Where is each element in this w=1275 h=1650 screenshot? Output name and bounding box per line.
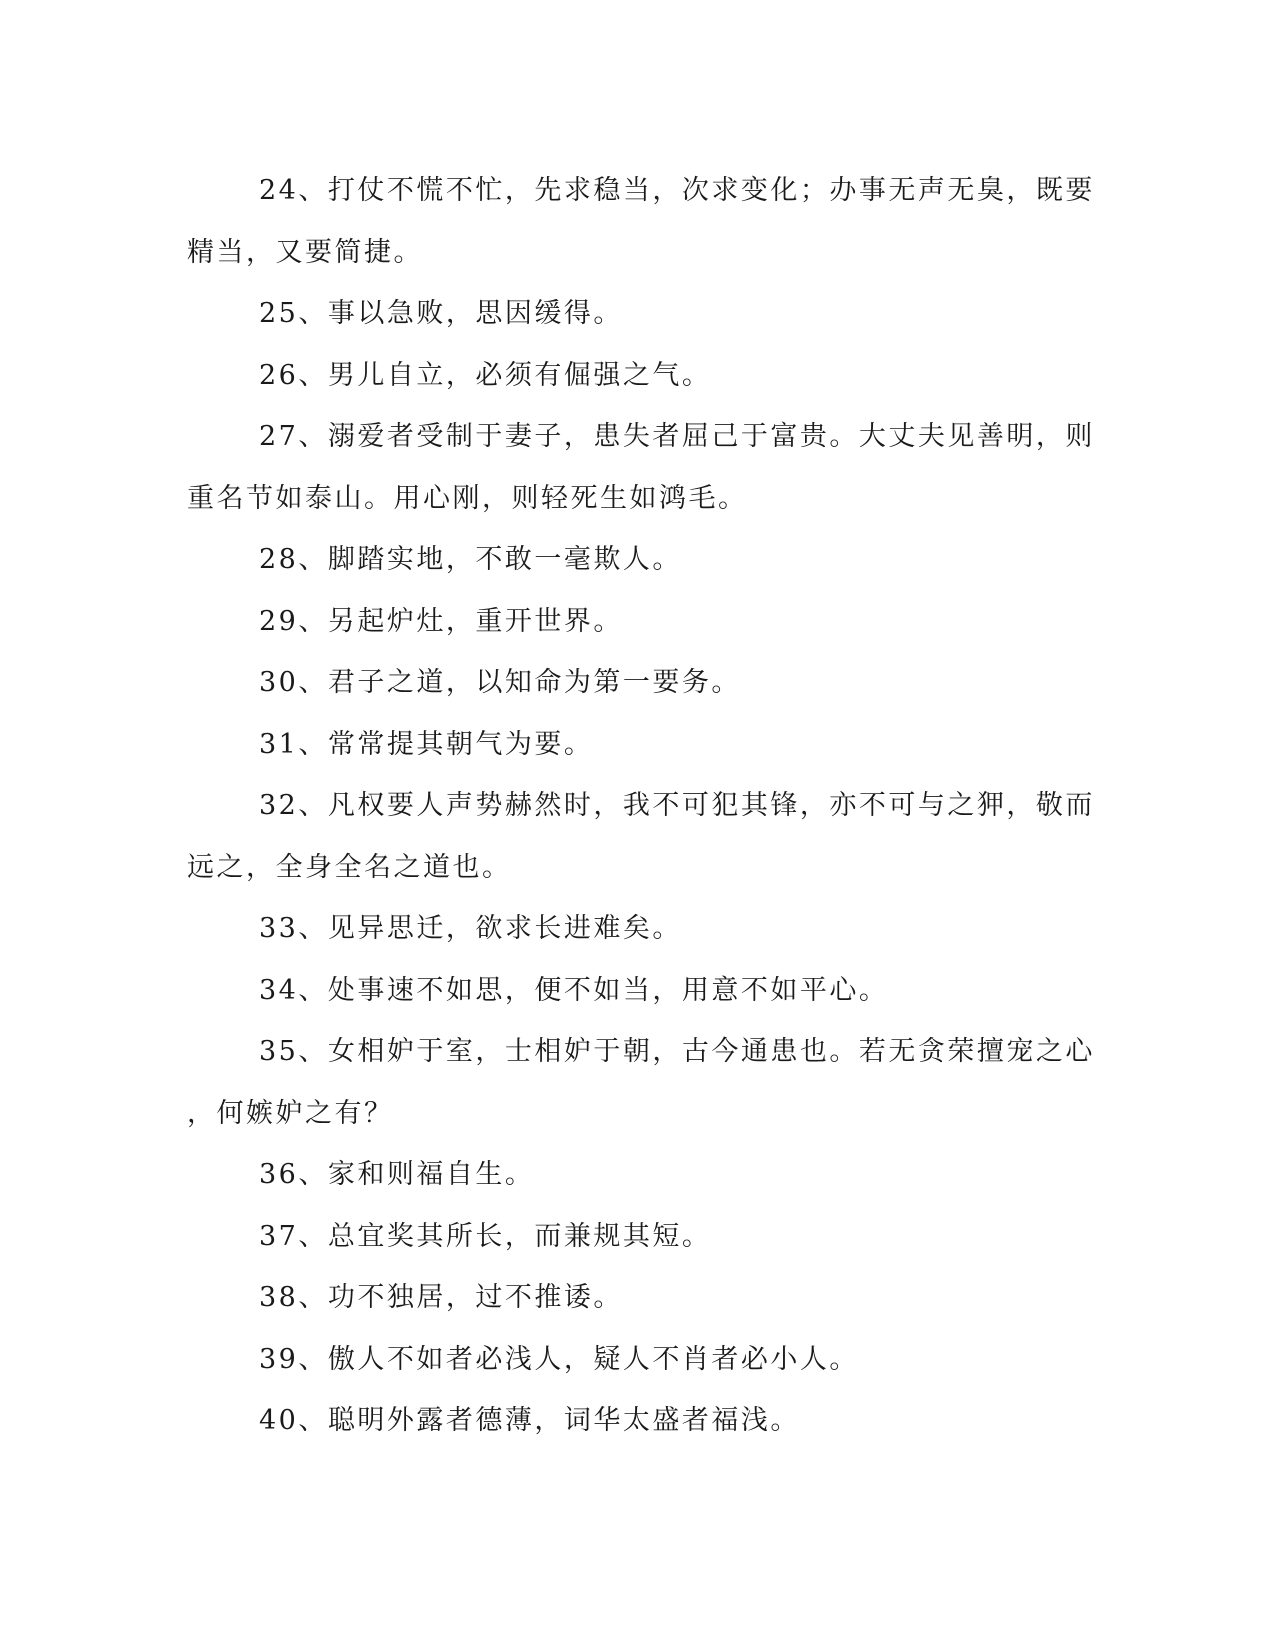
text-line: 重名节如泰山。用心刚，则轻死生如鸿毛。 xyxy=(187,482,748,514)
text-line: 33、见异思迁，欲求长进难矣。 xyxy=(259,913,682,944)
text-line: 26、男儿自立，必须有倔强之气。 xyxy=(259,359,712,391)
document-body xyxy=(187,160,1095,1452)
text-line: 精当，又要简捷。 xyxy=(187,236,423,268)
text-line: 31、常常提其朝气为要。 xyxy=(259,728,594,760)
text-line: 39、傲人不如者必浅人，疑人不肖者必小人。 xyxy=(259,1343,859,1375)
text-line: 25、事以急败，思因缓得。 xyxy=(259,298,623,329)
text-line: 40、聪明外露者德薄，词华太盛者福浅。 xyxy=(259,1405,800,1436)
text-line: 34、处事速不如思，便不如当，用意不如平心。 xyxy=(259,974,889,1006)
text-line: 28、脚踏实地，不敢一毫欺人。 xyxy=(259,544,682,575)
text-line: 38、功不独居，过不推诿。 xyxy=(259,1282,623,1313)
text-line: 29、另起炉灶，重开世界。 xyxy=(259,605,623,637)
text-line: 30、君子之道，以知命为第一要务。 xyxy=(259,667,741,698)
text-line: 37、总宜奖其所长，而兼规其短。 xyxy=(259,1220,712,1252)
text-line: 远之，全身全名之道也。 xyxy=(187,851,512,883)
text-line: ，何嫉妒之有？ xyxy=(187,1097,394,1129)
text-line: 36、家和则福自生。 xyxy=(259,1159,535,1190)
text-line: 27、溺爱者受制于妻子，患失者屈己于富贵。大丈夫见善明，则 xyxy=(259,421,1095,452)
text-line: 32、凡权要人声势赫然时，我不可犯其锋，亦不可与之狎，敬而 xyxy=(259,790,1095,821)
text-line: 35、女相妒于室，士相妒于朝，古今通患也。若无贪荣擅宠之心 xyxy=(259,1036,1095,1067)
text-line: 24、打仗不慌不忙，先求稳当，次求变化；办事无声无臭，既要 xyxy=(259,175,1095,206)
